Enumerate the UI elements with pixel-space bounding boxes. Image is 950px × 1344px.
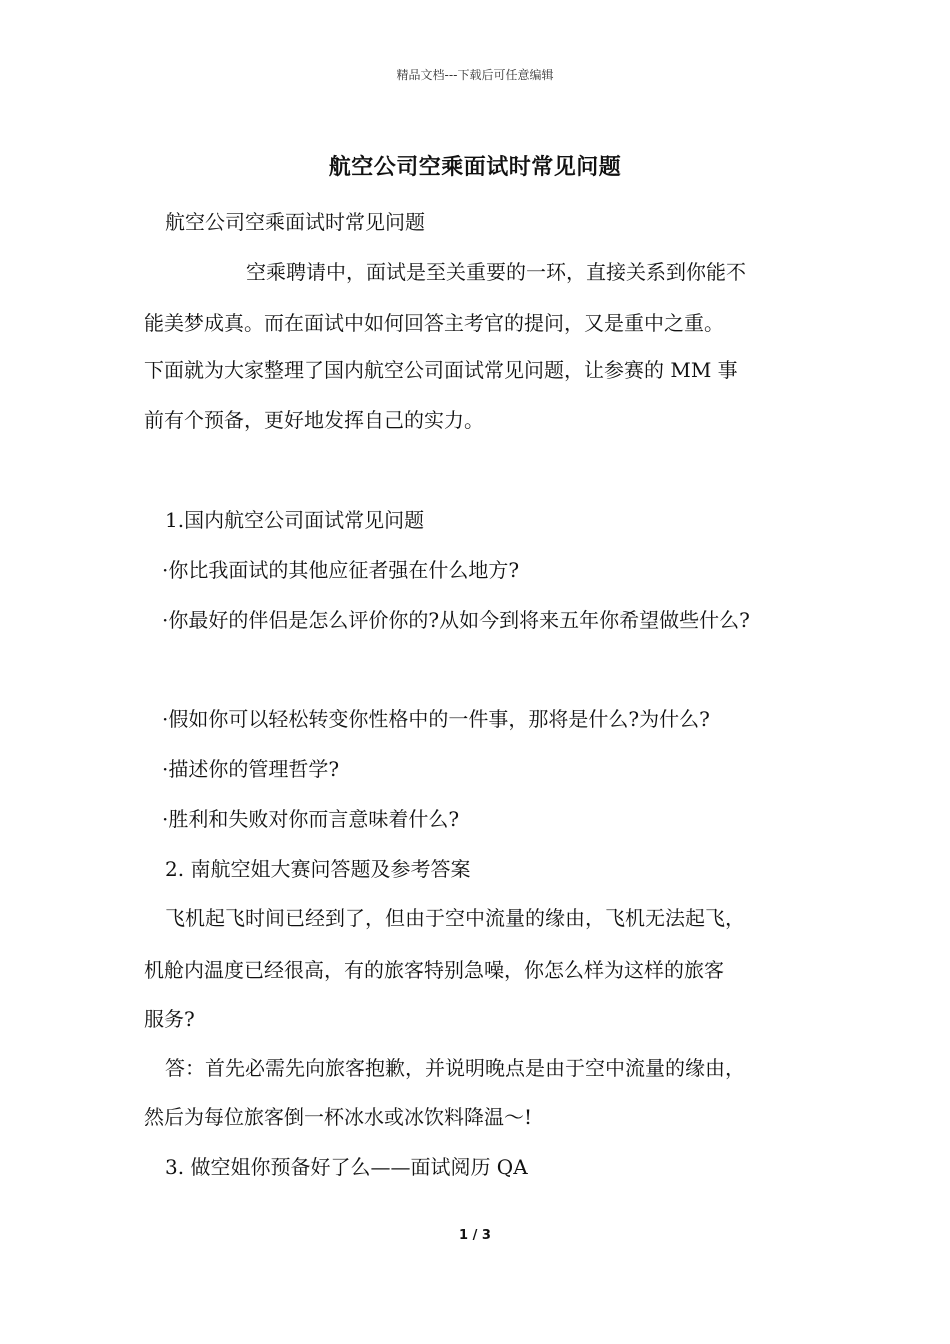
- section-heading-1: 1.国内航空公司面试常见问题: [165, 508, 425, 532]
- question-item: ·假如你可以轻松转变你性格中的一件事，那将是什么?为什么?: [162, 707, 710, 731]
- question-item: ·描述你的管理哲学?: [162, 757, 340, 781]
- intro-line-4: 前有个预备，更好地发挥自己的实力。: [144, 408, 484, 432]
- answer-line: 然后为每位旅客倒一杯冰水或冰饮料降温～!: [144, 1105, 533, 1129]
- question-item: ·胜利和失败对你而言意味着什么?: [162, 807, 460, 831]
- subtitle-line: 航空公司空乘面试时常见问题: [165, 210, 425, 234]
- intro-line-3: 下面就为大家整理了国内航空公司面试常见问题，让参赛的 MM 事: [144, 358, 738, 382]
- question-item: ·你比我面试的其他应征者强在什么地方?: [162, 558, 520, 582]
- section-heading-2: 2. 南航空姐大赛问答题及参考答案: [165, 857, 471, 881]
- paragraph-line: 机舱内温度已经很高，有的旅客特别急噪，你怎么样为这样的旅客: [144, 958, 724, 982]
- header-note: 精品文档---下载后可任意编辑: [396, 68, 554, 82]
- document-title: 航空公司空乘面试时常见问题: [328, 154, 622, 180]
- paragraph-line: 服务?: [144, 1007, 195, 1031]
- answer-line: 答：首先必需先向旅客抱歉，并说明晚点是由于空中流量的缘由，: [165, 1056, 745, 1080]
- intro-line-1: 空乘聘请中，面试是至关重要的一环，直接关系到你能不: [246, 260, 746, 284]
- intro-line-2: 能美梦成真。而在面试中如何回答主考官的提问，又是重中之重。: [144, 311, 724, 335]
- page-number: 1 / 3: [459, 1228, 491, 1243]
- question-item: ·你最好的伴侣是怎么评价你的?从如今到将来五年你希望做些什么?: [162, 608, 750, 632]
- section-heading-3: 3. 做空姐你预备好了么——面试阅历 QA: [165, 1155, 528, 1179]
- paragraph-line: 飞机起飞时间已经到了，但由于空中流量的缘由，飞机无法起飞，: [165, 906, 745, 930]
